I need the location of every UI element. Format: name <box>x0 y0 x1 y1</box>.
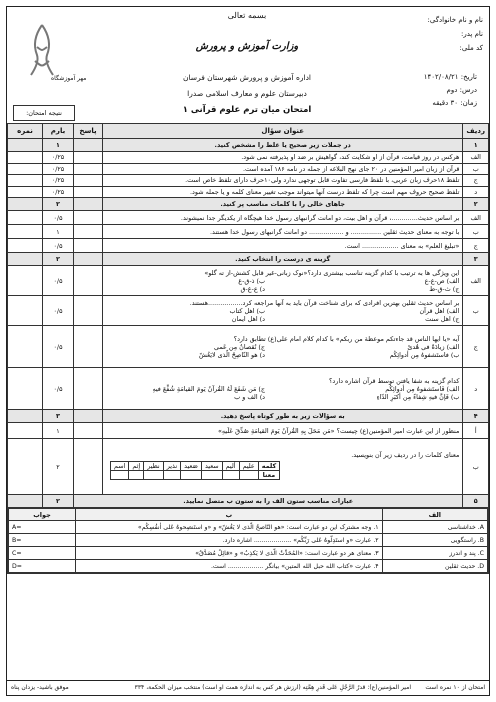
meaning-row: معنا <box>111 471 280 480</box>
total-score-note: امتحان از ۱۰ نمره است <box>425 684 485 691</box>
question-row: ب بر اساس حدیث ثقلین بهترین افرادی که برای شناخت قرآن باید به آنها مراجعه کرد.................هستند. الف) اهل قرآن ب) اهل کتاب ج) اهل سنت د) اهل ایمان ۰/۵ <box>8 296 489 326</box>
meaning-cell[interactable] <box>144 471 163 480</box>
student-name-label: نام و نام خانوادگی: <box>427 16 483 24</box>
option-item[interactable]: د) ع-غ-ق <box>240 284 266 293</box>
option-item[interactable]: ب) اهل کتاب <box>229 306 266 315</box>
matching-header: الف ب جواب <box>9 509 488 521</box>
exam-date: تاریخ: ۱۴۰۲/۰۸/۲۱ <box>423 73 477 81</box>
exam-footer <box>7 680 489 695</box>
answer-cell[interactable] <box>74 368 103 410</box>
question-row: الف هرکس در روز قیامت، قرآن از او شکایت کند، گواهیش بر ضد او پذیرفته نمی شود. ۰/۲۵ <box>8 152 489 164</box>
matching-item: B. راستگویی ۲. عبارت «و استَدِلّوهُ عَلی رَبِّکُم» ................... اشاره دارد. B= <box>9 534 488 547</box>
meaning-cell[interactable] <box>111 471 129 480</box>
matching-item: C. پند و اندرز ۳. معنای هر دو عبارت است: «المُحَدِّثُ الّذی لا یَکذِبُ» و «قائِلٌ مُصَدَّقٌ» C= <box>9 547 488 560</box>
meaning-cell[interactable] <box>129 471 144 480</box>
col-answer-header: پاسخ <box>74 124 103 139</box>
match-answer-field[interactable]: C= <box>9 547 76 560</box>
meaning-cell[interactable] <box>222 471 239 480</box>
bismillah-calligraphy: بسمه تعالی <box>227 11 267 20</box>
answer-cell[interactable] <box>74 266 103 296</box>
col-score-header: بارم <box>43 124 74 139</box>
answer-cell[interactable] <box>74 326 103 368</box>
section-row: ۲ جاهای خالی را با کلمات مناسب پر کنید. ۲ <box>8 198 489 211</box>
matching-row <box>8 508 489 574</box>
option-item[interactable]: ج) اهل سنت <box>425 314 460 323</box>
school-stamp-label: مهر آموزشگاه <box>51 75 87 82</box>
question-row: ب با توجه به معنای حدیث ثقلین ............... و ................. دو امانت گرانبهای رسول خدا هستند. ۱ <box>8 225 489 239</box>
option-item[interactable]: الف) اهل قرآن <box>419 306 460 315</box>
answer-cell[interactable] <box>74 152 103 164</box>
footer-wish: موفق باشید- یزدان پناه <box>11 684 69 691</box>
school-name: دبیرستان علوم و معارف اسلامی صدرا <box>187 89 307 98</box>
option-item[interactable]: الف) ص-غ-ع <box>424 276 460 285</box>
father-name-label: نام پدر: <box>460 30 483 38</box>
question-row: أ منظور از این عبارت امیر المؤمنین(ع) چیست؟ «مَن مَحَلَ بِهِ القُرآنُ یَومَ القیامَةِ صُدِّقَ عَلَیهِ» ۱ <box>8 423 489 439</box>
exam-time: زمان: ۳۰ دقیقه <box>432 99 477 107</box>
col-row-header: ردیف <box>463 124 489 139</box>
answer-cell[interactable] <box>74 186 103 198</box>
office-name: اداره آموزش و پرورش شهرستان فرسان <box>183 73 311 82</box>
question-row: ج آیه «یا ایها الناس قد جاءتکم موعظة من ربکم» با کدام کلام امام علی(ع) تطابق دارد؟ الف) زیادَةٌ فی هُدیً ج) نُقصانٌ مِن عَمی ب) فاستَشفوهُ مِن أدوائِکُم د) هو النّاصِحُ الّذی لایَغُشّ ۰/۵ <box>8 326 489 368</box>
option-item[interactable]: ب) فَإنَّ فیهِ شِفاءً مِن أکبَرِ الدّاءِ <box>376 392 460 401</box>
answer-cell[interactable] <box>74 423 103 439</box>
section-row: ۵ عبارات مناسب ستون الف را به ستون ب متصل نمایید. ۲ <box>8 495 489 508</box>
answer-cell[interactable] <box>74 439 103 495</box>
col-question-header: عنوان سؤال <box>103 124 463 139</box>
meaning-cell[interactable] <box>163 471 180 480</box>
ministry-logo-icon <box>25 21 59 81</box>
matching-item: D. حدیث ثقلین ۴. عبارت «کتاب الله حبل الله المتین» بیانگر .................. است. D= <box>9 560 488 573</box>
question-row: ب قرآن از زبان امیر المؤمنین در ۲۰ جای نهج البلاغه از جمله در نامه ۱۸۶ آمده است. ۰/۲۵ <box>8 163 489 175</box>
answer-cell[interactable] <box>74 211 103 225</box>
question-row: الف این ویژگی ها به ترتیب با کدام گزینه تناسب بیشتری دارد؟«نوک زبانی-غیر قابل کشش-از ته گلو» الف) ص-غ-ع ب) ذ-ق-غ ج) ث-ق-ط د) ع-غ-ق ۰/۵ <box>8 266 489 296</box>
options-list <box>106 343 459 359</box>
question-row: ب معنای کلمات را در ردیف زیر آن بنویسید. کلمه علیم ألیم سعید صَعید نذیر نظیر إثم اسم معنا ۲ <box>8 439 489 495</box>
option-item[interactable]: ج) مَن شَفَعَ لَهُ القُرآنُ یَومَ القیامَةِ شُفِّعَ فیهِ <box>152 384 266 393</box>
question-row: د کدام گزینه به شفا یافتن توسط قرآن اشاره دارد؟ الف) فَاستَشفوهُ مِن أدوائِکُم ج) مَن شَفَعَ لَهُ القُرآنُ یَومَ القیامَةِ شُفِّعَ فیهِ ب) فَإنَّ فیهِ شِفاءً مِن أکبَرِ الدّاءِ د) الف و ب ۰/۵ <box>8 368 489 410</box>
section-row: ۱ در جملات زیر صحیح یا غلط را مشخص کنید. ۱ <box>8 139 489 152</box>
section-title: به سؤالات زیر به طور کوتاه پاسخ دهید. <box>103 410 463 423</box>
answer-cell[interactable] <box>74 239 103 253</box>
option-item[interactable]: د) الف و ب <box>234 392 266 401</box>
word-meaning-table <box>110 461 280 480</box>
footer-quote: امیر المؤمنین(ع): قدرُ الرَّجُلِ عَلی قَدرِ هِمَّتِه (ارزش هر کس به اندازه همت او است) منتخب میزان الحکمة، ۳۳۴ <box>134 684 411 691</box>
questions-table <box>7 123 489 574</box>
option-item[interactable]: د) هو النّاصِحُ الّذی لایَغُشّ <box>199 350 266 359</box>
exam-title: امتحان میان ترم علوم قرآنی ۱ <box>182 105 312 115</box>
question-row: د تلفظ صحیح حروف مهم است چرا که تلفظ درست آنها میتواند موجب تغییر معنای کلمه و یا جمله شود. ۰/۲۵ <box>8 186 489 198</box>
section-row: ۳ گزینه ی درست را انتخاب کنید. ۲ <box>8 253 489 266</box>
section-title: در جملات زیر صحیح یا غلط را مشخص کنید. <box>103 139 463 152</box>
match-answer-field[interactable]: D= <box>9 560 76 573</box>
answer-cell[interactable] <box>74 225 103 239</box>
section-row: ۴ به سؤالات زیر به طور کوتاه پاسخ دهید. ۳ <box>8 410 489 423</box>
answer-cell[interactable] <box>74 296 103 326</box>
option-item[interactable]: الف) زیادَةٌ فی هُدیً <box>407 342 460 351</box>
section-title: جاهای خالی را با کلمات مناسب پر کنید. <box>103 198 463 211</box>
answer-cell[interactable] <box>74 163 103 175</box>
section-title: عبارات مناسب ستون الف را به ستون ب متصل نمایید. <box>74 495 463 508</box>
exam-info <box>337 71 477 110</box>
question-row: ج «تبلیغ العلم» به معنای .................. است. ۰/۵ <box>8 239 489 253</box>
option-item[interactable]: ج) نُقصانٌ مِن عَمی <box>214 342 266 351</box>
answer-cell[interactable] <box>74 175 103 187</box>
meaning-cell[interactable] <box>181 471 202 480</box>
lesson-label: درس: دوم <box>446 86 477 94</box>
match-answer-field[interactable]: A= <box>9 521 76 534</box>
question-row: ج تلفظ ۱۸حرف زبان عربی، با تلفظ فارسی تفاوت قابل توجهی ندارد ولی۱۰حرف دارای تلفظ خاص است. ۰/۲۵ <box>8 175 489 187</box>
word-row: کلمه علیم ألیم سعید صَعید نذیر نظیر إثم اسم <box>111 462 280 471</box>
option-item[interactable]: ج) ث-ق-ط <box>429 284 460 293</box>
meaning-cell[interactable] <box>201 471 222 480</box>
matching-table <box>8 508 488 573</box>
option-item[interactable]: ب) ذ-ق-غ <box>238 276 266 285</box>
match-answer-field[interactable]: B= <box>9 534 76 547</box>
option-item[interactable]: د) اهل ایمان <box>231 314 266 323</box>
options-list <box>106 277 459 293</box>
section-title: گزینه ی درست را انتخاب کنید. <box>103 253 463 266</box>
option-item[interactable]: الف) فَاستَشفوهُ مِن أدوائِکُم <box>385 384 460 393</box>
option-item[interactable]: ب) فاستَشفوهُ مِن أدوائِکُم <box>389 350 460 359</box>
result-box: نتیجه امتحان: <box>13 105 75 121</box>
col-grade-header: نمره <box>8 124 43 139</box>
table-header-row <box>8 124 489 139</box>
meaning-cell[interactable] <box>239 471 258 480</box>
national-code-label: کد ملی: <box>459 44 483 52</box>
options-list <box>106 307 459 323</box>
ministry-title: وزارت آموزش و پرورش <box>195 41 299 52</box>
exam-page <box>6 6 490 696</box>
options-list <box>106 385 459 401</box>
matching-item: A. خداشناسی ۱. وجه مشترک این دو عبارت است: «هو النّاصحُ الّذی لا یَغُشّ» و «و استَنصِحوهُ عَلی أنفُسِکُم» A= <box>9 521 488 534</box>
question-row: الف بر اساس حدیث.............، قرآن و اهل بیت، دو امانت گرانبهای رسول خدا هیچگاه از یکدیگر جدا نمیشوند. ۰/۵ <box>8 211 489 225</box>
